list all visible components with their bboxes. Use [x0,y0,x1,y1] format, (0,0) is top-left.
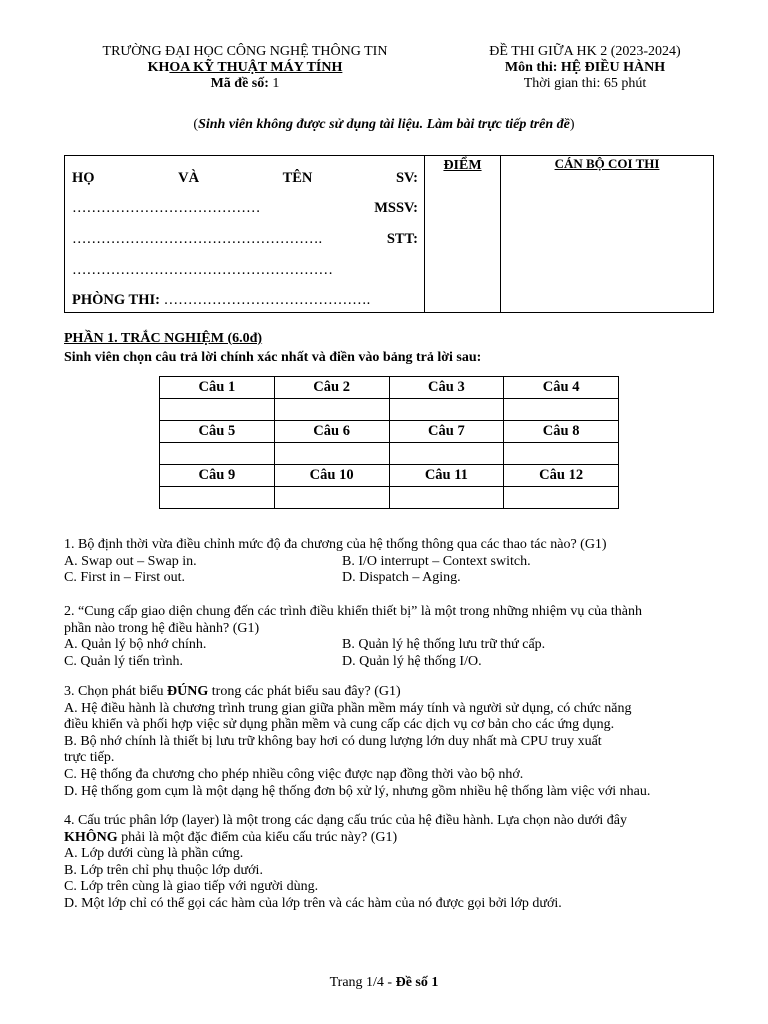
option-b-cont: trực tiếp. [64,750,115,766]
table-header-cell: Câu 7 [389,421,504,443]
name-row: HỌ VÀ TÊN SV: [72,170,418,186]
exam-title: ĐỀ THI GIỮA HK 2 (2023-2024) [489,44,681,59]
answer-cell[interactable] [504,399,619,421]
section-title: PHẦN 1. TRẮC NGHIỆM (6.0đ) [64,331,263,346]
exam-note: (Sinh viên không được sử dụng tài liệu. Làm bài trực tiếp trên đề) [193,117,575,132]
table-header-cell: Câu 8 [504,421,619,443]
table-header-cell: Câu 2 [274,377,389,399]
subject: Môn thi: HỆ ĐIỀU HÀNH [504,60,666,75]
table-header-cell: Câu 1 [160,377,275,399]
score-label: ĐIỂM [443,158,482,173]
answer-cell[interactable] [389,443,504,465]
answer-cell[interactable] [274,487,389,509]
exam-code: Mã đề số: 1 [210,76,280,91]
school-name: TRƯỜNG ĐẠI HỌC CÔNG NGHỆ THÔNG TIN [102,44,388,59]
table-row [160,465,619,487]
option-b: B. Quản lý hệ thống lưu trữ thứ cấp. [342,637,546,653]
answer-cell[interactable] [160,443,275,465]
table-header-cell: Câu 5 [160,421,275,443]
answer-cell[interactable] [160,487,275,509]
answer-cell[interactable] [389,399,504,421]
table-header-cell: Câu 9 [160,465,275,487]
student-info-box [64,155,714,313]
option-d: D. Một lớp chỉ có thể gọi các hàm của lớp trên và các hàm của nó được gọi bởi lớp dưới. [64,895,562,911]
student-info-column [65,156,425,312]
answer-table [159,376,619,509]
option-c: C. First in – First out. [64,570,185,586]
table-header-cell: Câu 11 [389,465,504,487]
table-row [160,399,619,421]
proctor-column [501,156,713,312]
table-header-cell: Câu 4 [504,377,619,399]
table-header-cell: Câu 12 [504,465,619,487]
page-number: Trang 1/4 - [329,975,393,990]
option-b: B. Bộ nhớ chính là thiết bị lưu trữ không bay hơi có dung lượng lớn duy nhất mà CPU truy xuất [64,733,602,749]
faculty-name: KHOA KỸ THUẬT MÁY TÍNH [147,60,343,75]
question-4 [64,813,724,913]
page-footer [0,975,768,991]
dots-row: ……………………………………………… [72,262,333,278]
option-a: A. Lớp dưới cùng là phần cứng. [64,846,244,862]
table-row [160,377,619,399]
question-stem: 1. Bộ định thời vừa điều chỉnh mức độ đa chương của hệ thống thông qua các thao tác nào? (G1) [64,537,607,552]
option-row [64,654,724,671]
option-c: C. Hệ thống đa chương cho phép nhiều công việc được nạp đồng thời vào bộ nhớ. [64,766,524,782]
option-d: D. Hệ thống gom cụm là một dạng hệ thống đơn bộ xử lý, nhưng gồm nhiều hệ thống làm việc với nhau. [64,783,651,799]
header-left [40,44,450,92]
question-stem: 4. Cấu trúc phân lớp (layer) là một trong các dạng cấu trúc của hệ điều hành. Lựa chọn nào dưới đây [64,813,627,828]
option-row [64,637,724,654]
question-stem: 2. “Cung cấp giao diện chung đến các trình điều khiển thiết bị” là một trong những nhiệm vụ của thành [64,604,642,619]
option-a: A. Quản lý bộ nhớ chính. [64,637,207,653]
mssv-row: ………………………………… MSSV: [72,200,418,216]
option-d: D. Dispatch – Aging. [342,570,461,586]
answer-cell[interactable] [274,399,389,421]
question-stem-cont: KHÔNG phải là một đặc điểm của kiểu cấu trúc này? (G1) [64,829,398,845]
exam-time: Thời gian thi: 65 phút [523,76,647,91]
stt-row: ……………………………………………. STT: [72,231,418,247]
table-header-cell: Câu 6 [274,421,389,443]
option-a: A. Hệ điều hành là chương trình trung gian giữa phần mềm máy tính và người sử dụng, có chức năng [64,700,632,716]
table-row [160,421,619,443]
answer-cell[interactable] [504,443,619,465]
option-c: C. Lớp trên cùng là giao tiếp với người dùng. [64,879,319,895]
answer-cell[interactable] [504,487,619,509]
option-b: B. I/O interrupt – Context switch. [342,553,531,569]
answer-cell[interactable] [274,443,389,465]
question-1 [64,537,724,587]
section-instruction: Sinh viên chọn câu trả lời chính xác nhất và điền vào bảng trả lời sau: [64,350,482,365]
option-row [64,570,724,587]
question-2 [64,604,724,670]
option-b: B. Lớp trên chỉ phụ thuộc lớp dưới. [64,862,263,878]
footer-exam-code: Đề số 1 [395,975,439,990]
header-right [440,44,730,92]
option-c: C. Quản lý tiến trình. [64,653,183,669]
option-a: A. Swap out – Swap in. [64,553,197,569]
room-row: PHÒNG THI: ……………………………………. [72,292,371,308]
answer-cell[interactable] [160,399,275,421]
question-stem: 3. Chọn phát biểu ĐÚNG trong các phát biểu sau đây? (G1) [64,684,401,699]
option-a-cont: điều khiển và phối hợp việc sử dụng phần mềm và cung cấp các dịch vụ cơ bản cho các ứng dụng. [64,717,615,733]
proctor-label: CÁN BỘ COI THI [554,156,660,171]
question-3 [64,684,724,800]
answer-cell[interactable] [389,487,504,509]
table-header-cell: Câu 3 [389,377,504,399]
table-row [160,487,619,509]
option-d: D. Quản lý hệ thống I/O. [342,653,482,669]
table-row [160,443,619,465]
option-row [64,554,724,571]
score-column [425,156,501,312]
table-header-cell: Câu 10 [274,465,389,487]
question-stem-cont: phần nào trong hệ điều hành? (G1) [64,620,260,636]
